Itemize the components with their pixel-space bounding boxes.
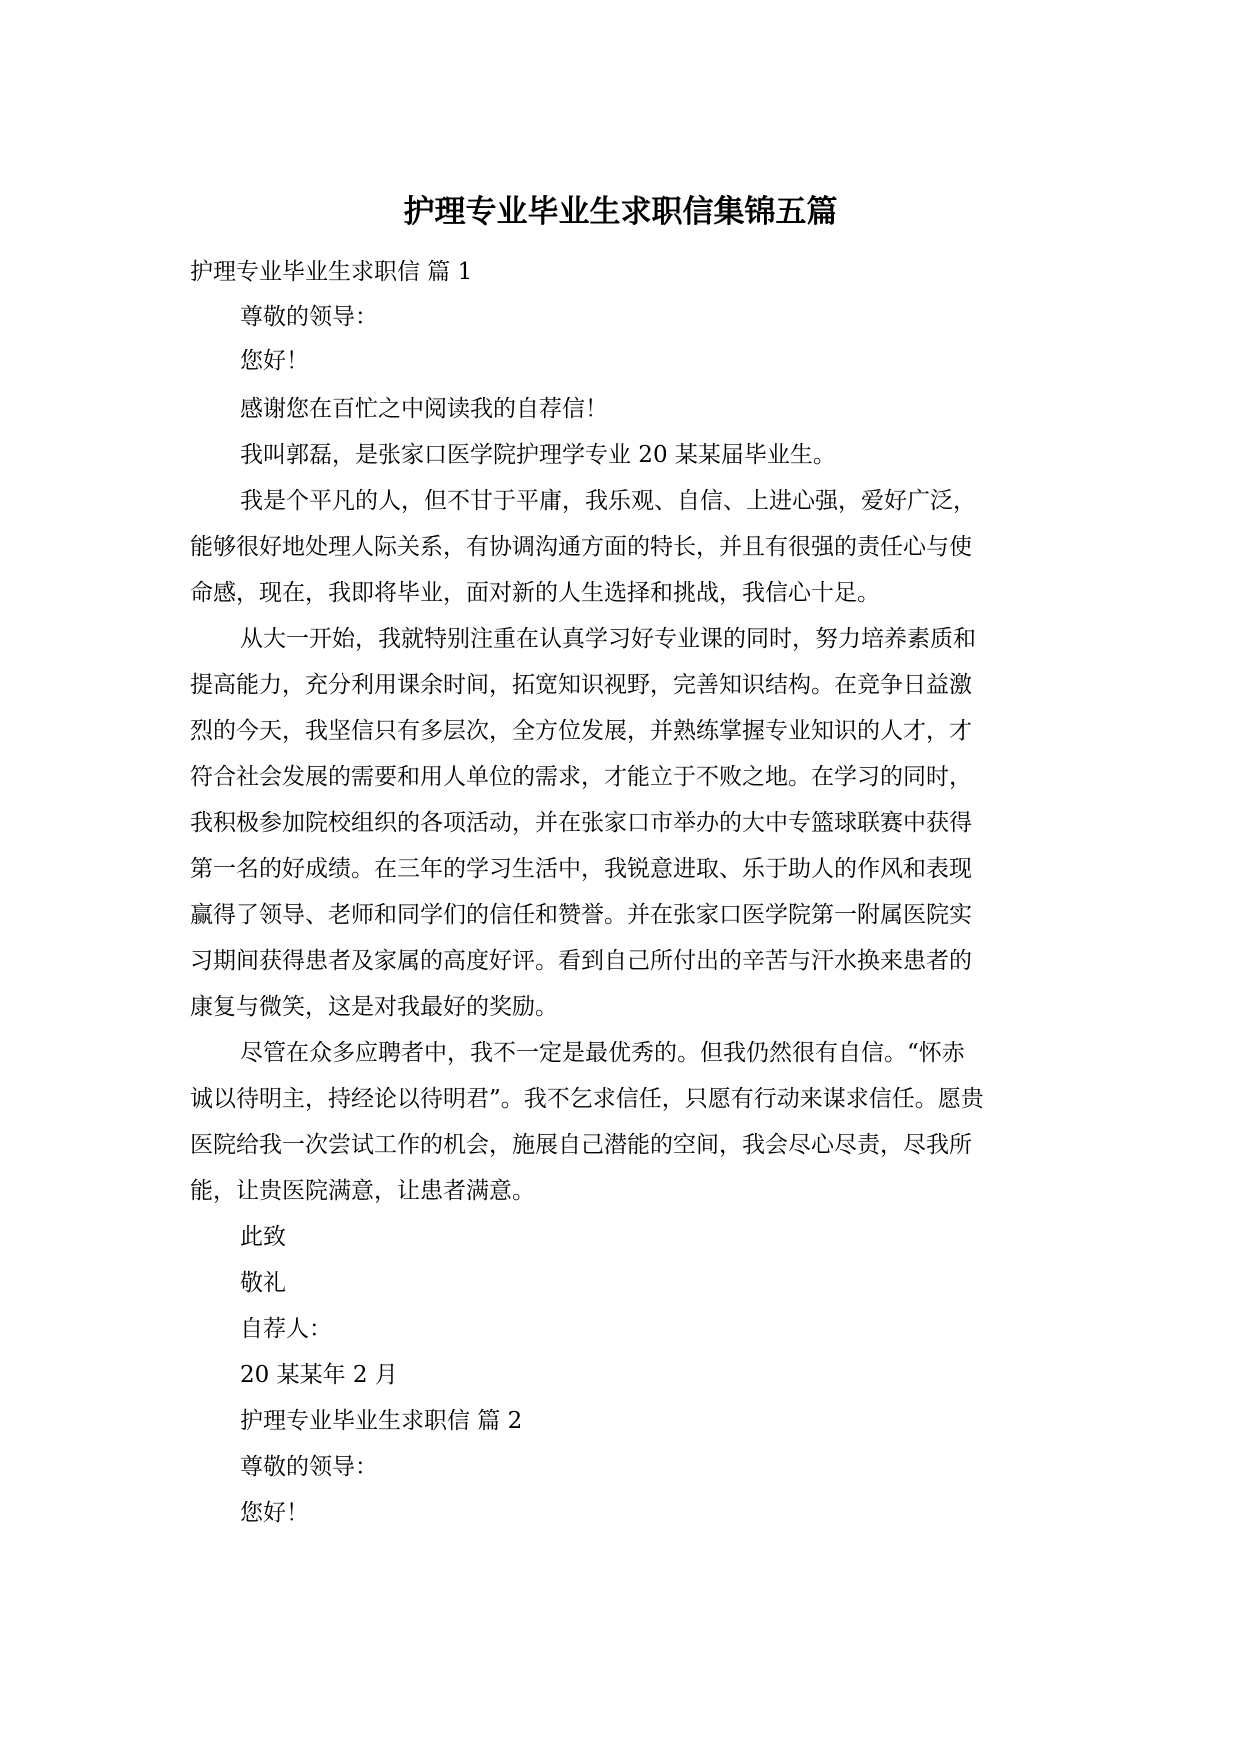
salutation: 尊敬的领导： — [240, 1454, 378, 1480]
paragraph-line: 康复与微笑，这是对我最好的奖励。 — [190, 994, 558, 1020]
paragraph-line: 感谢您在百忙之中阅读我的自荐信！ — [240, 396, 608, 422]
section-heading: 护理专业毕业生求职信 篇 2 — [240, 1408, 523, 1434]
paragraph-line: 医院给我一次尝试工作的机会，施展自己潜能的空间，我会尽心尽责，尽我所 — [190, 1132, 972, 1158]
paragraph-line: 能，让贵医院满意，让患者满意。 — [190, 1178, 535, 1204]
paragraph-line: 我是个平凡的人，但不甘于平庸，我乐观、自信、上进心强，爱好广泛， — [240, 488, 976, 514]
paragraph-line: 符合社会发展的需要和用人单位的需求，才能立于不败之地。在学习的同时， — [190, 764, 972, 790]
paragraph-line: 尽管在众多应聘者中，我不一定是最优秀的。但我仍然很有自信。“怀赤 — [240, 1040, 965, 1066]
paragraph-line: 习期间获得患者及家属的高度好评。看到自己所付出的辛苦与汗水换来患者的 — [190, 948, 972, 974]
closing-line: 此致 — [240, 1224, 286, 1250]
paragraph-line: 第一名的好成绩。在三年的学习生活中，我锐意进取、乐于助人的作风和表现 — [190, 856, 972, 882]
paragraph-line: 提高能力，充分利用课余时间，拓宽知识视野，完善知识结构。在竞争日益激 — [190, 672, 972, 698]
paragraph-line: 能够很好地处理人际关系，有协调沟通方面的特长，并且有很强的责任心与使 — [190, 534, 972, 560]
paragraph-line: 我积极参加院校组织的各项活动，并在张家口市举办的大中专篮球联赛中获得 — [190, 810, 972, 836]
greeting: 您好！ — [240, 348, 309, 374]
paragraph-line: 我叫郭磊，是张家口医学院护理学专业 20 某某届毕业生。 — [240, 442, 836, 468]
document-title: 护理专业毕业生求职信集锦五篇 — [403, 194, 838, 230]
salutation: 尊敬的领导： — [240, 304, 378, 330]
date-line: 20 某某年 2 月 — [240, 1362, 398, 1388]
closing-line: 敬礼 — [240, 1270, 286, 1296]
paragraph-line: 诚以待明主，持经论以待明君”。我不乞求信任，只愿有行动来谋求信任。愿贵 — [190, 1086, 984, 1112]
paragraph-line: 烈的今天，我坚信只有多层次，全方位发展，并熟练掌握专业知识的人才，才 — [190, 718, 972, 744]
paragraph-line: 命感，现在，我即将毕业，面对新的人生选择和挑战，我信心十足。 — [190, 580, 880, 606]
greeting: 您好！ — [240, 1500, 309, 1526]
paragraph-line: 从大一开始，我就特别注重在认真学习好专业课的同时，努力培养素质和 — [240, 626, 976, 652]
signature-label: 自荐人： — [240, 1316, 332, 1342]
paragraph-line: 赢得了领导、老师和同学们的信任和赞誉。并在张家口医学院第一附属医院实 — [190, 902, 972, 928]
section-heading: 护理专业毕业生求职信 篇 1 — [190, 259, 473, 285]
